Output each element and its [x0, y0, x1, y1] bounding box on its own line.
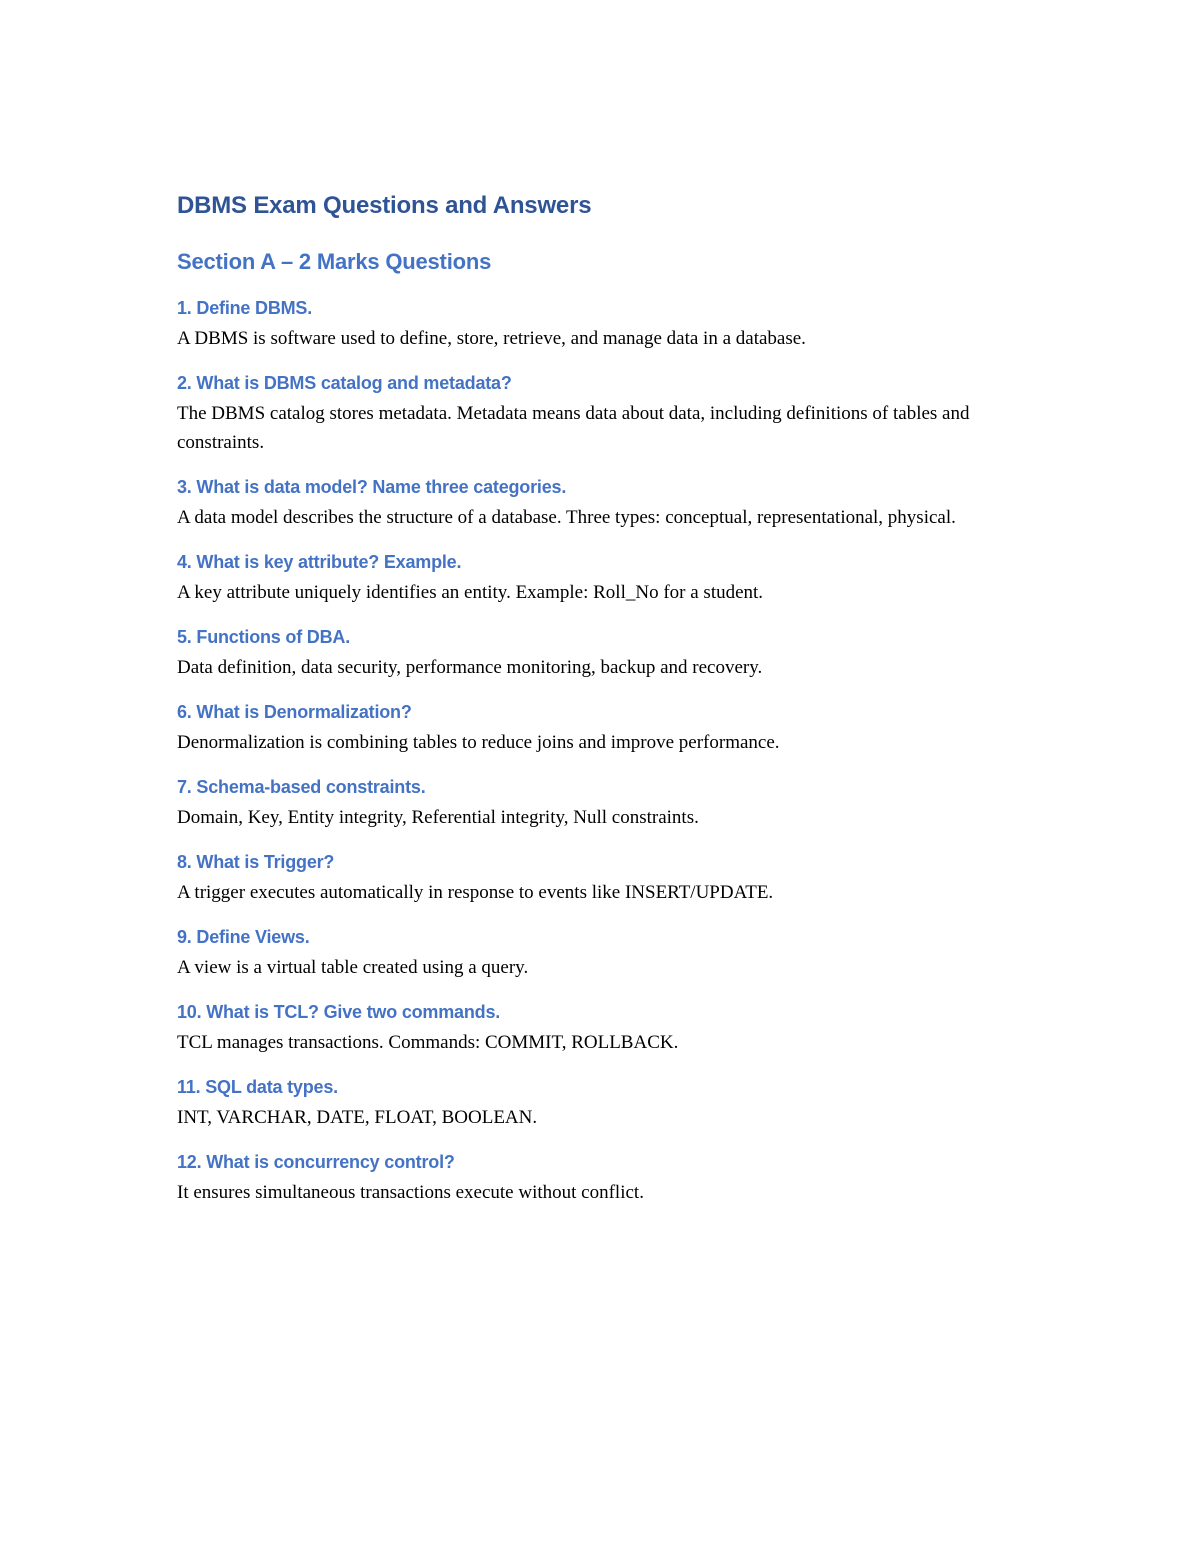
- answer-text: A data model describes the structure of a database. Three types: conceptual, representational, physical.: [177, 507, 956, 528]
- question-item: [177, 698, 1037, 757]
- question-item: [177, 548, 1037, 607]
- answer-text: A DBMS is software used to define, store, retrieve, and manage data in a database.: [177, 328, 806, 349]
- answer-text: Data definition, data security, performance monitoring, backup and recovery.: [177, 657, 763, 678]
- question-item: [177, 848, 1037, 907]
- question-item: [177, 923, 1037, 982]
- question-text: 9. Define Views.: [177, 927, 310, 947]
- question-text: 6. What is Denormalization?: [177, 702, 412, 722]
- answer-text: The DBMS catalog stores metadata. Metadata means data about data, including definitions of tables and constraints.: [177, 403, 970, 453]
- question-list: [177, 294, 1037, 1207]
- question-text: 1. Define DBMS.: [177, 298, 313, 318]
- answer-text: Denormalization is combining tables to reduce joins and improve performance.: [177, 732, 780, 753]
- document-title: DBMS Exam Questions and Answers: [177, 192, 592, 219]
- question-item: [177, 773, 1037, 832]
- section-title: Section A – 2 Marks Questions: [177, 249, 492, 274]
- question-text: 10. What is TCL? Give two commands.: [177, 1002, 501, 1022]
- question-text: 2. What is DBMS catalog and metadata?: [177, 373, 512, 393]
- question-item: [177, 473, 1037, 532]
- question-item: [177, 998, 1037, 1057]
- question-item: [177, 369, 1037, 457]
- document-page: [177, 188, 1037, 1223]
- question-text: 12. What is concurrency control?: [177, 1152, 455, 1172]
- question-text: 8. What is Trigger?: [177, 852, 335, 872]
- question-text: 3. What is data model? Name three categories.: [177, 477, 567, 497]
- answer-text: It ensures simultaneous transactions execute without conflict.: [177, 1182, 644, 1203]
- answer-text: A view is a virtual table created using a query.: [177, 957, 529, 978]
- question-text: 5. Functions of DBA.: [177, 627, 350, 647]
- answer-text: TCL manages transactions. Commands: COMMIT, ROLLBACK.: [177, 1032, 679, 1053]
- question-item: [177, 1148, 1037, 1207]
- answer-text: INT, VARCHAR, DATE, FLOAT, BOOLEAN.: [177, 1107, 538, 1128]
- question-text: 11. SQL data types.: [177, 1077, 338, 1097]
- question-item: [177, 294, 1037, 353]
- question-item: [177, 623, 1037, 682]
- answer-text: Domain, Key, Entity integrity, Referential integrity, Null constraints.: [177, 807, 699, 828]
- answer-text: A key attribute uniquely identifies an entity. Example: Roll_No for a student.: [177, 582, 764, 603]
- answer-text: A trigger executes automatically in response to events like INSERT/UPDATE.: [177, 882, 774, 903]
- question-text: 4. What is key attribute? Example.: [177, 552, 462, 572]
- question-item: [177, 1073, 1037, 1132]
- question-text: 7. Schema-based constraints.: [177, 777, 426, 797]
